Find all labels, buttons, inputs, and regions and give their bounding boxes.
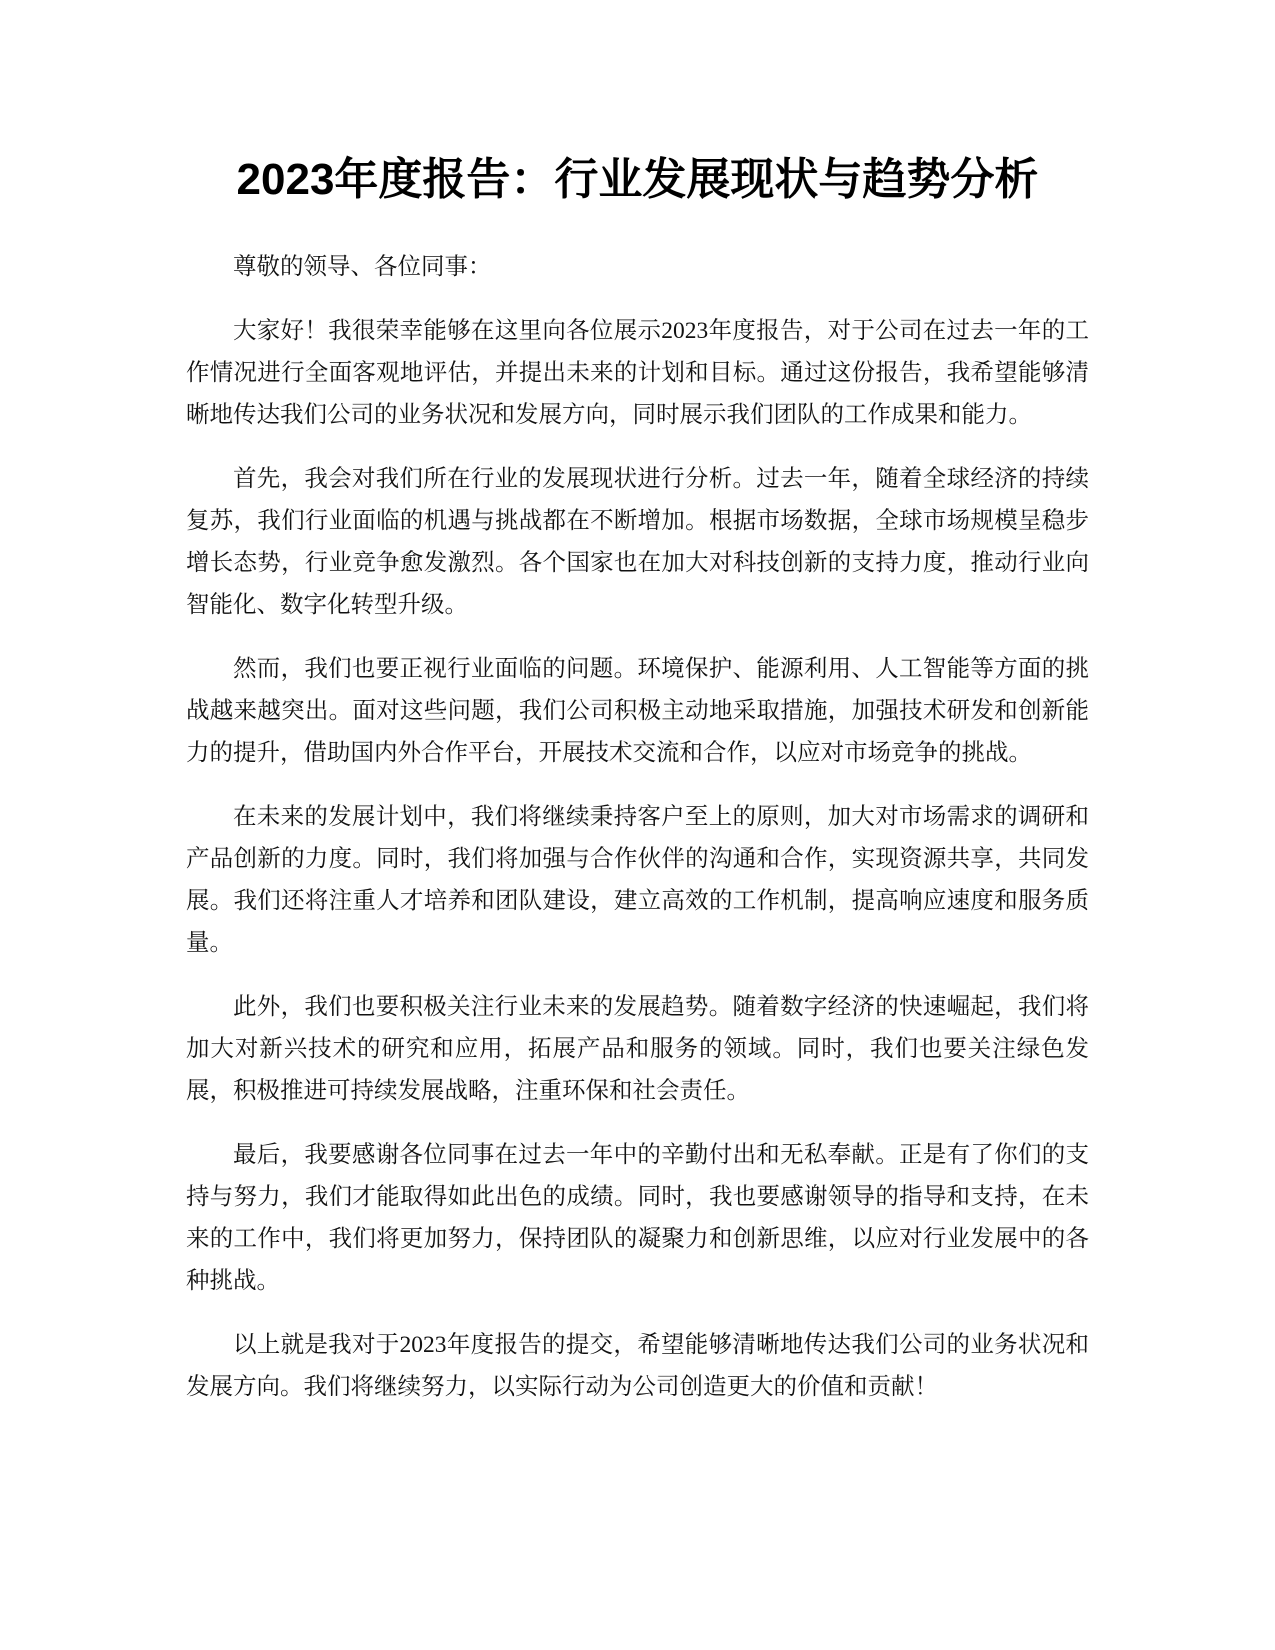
- closing-paragraph: 以上就是我对于2023年度报告的提交，希望能够清晰地传达我们公司的业务状况和发展方向。我们将继续努力，以实际行动为公司创造更大的价值和贡献！: [186, 1332, 1089, 1400]
- document-body: [186, 246, 1089, 1430]
- document-title: 2023年度报告：行业发展现状与趋势分析: [236, 155, 1039, 204]
- future-plan-paragraph: 在未来的发展计划中，我们将继续秉持客户至上的原则，加大对市场需求的调研和产品创新的力度。同时，我们将加强与合作伙伴的沟通和合作，实现资源共享，共同发展。我们还将注重人才培养和团队建设，建立高效的工作机制，提高响应速度和服务质量。: [186, 804, 1089, 956]
- industry-status-paragraph: 首先，我会对我们所在行业的发展现状进行分析。过去一年，随着全球经济的持续复苏，我们行业面临的机遇与挑战都在不断增加。根据市场数据，全球市场规模呈稳步增长态势，行业竞争愈发激烈。各个国家也在加大对科技创新的支持力度，推动行业向智能化、数字化转型升级。: [186, 466, 1089, 618]
- intro-paragraph: 大家好！我很荣幸能够在这里向各位展示2023年度报告，对于公司在过去一年的工作情况进行全面客观地评估，并提出未来的计划和目标。通过这份报告，我希望能够清晰地传达我们公司的业务状况和发展方向，同时展示我们团队的工作成果和能力。: [186, 318, 1089, 428]
- challenges-paragraph: 然而，我们也要正视行业面临的问题。环境保护、能源利用、人工智能等方面的挑战越来越突出。面对这些问题，我们公司积极主动地采取措施，加强技术研发和创新能力的提升，借助国内外合作平台，开展技术交流和合作，以应对市场竞争的挑战。: [186, 656, 1089, 766]
- trends-paragraph: 此外，我们也要积极关注行业未来的发展趋势。随着数字经济的快速崛起，我们将加大对新兴技术的研究和应用，拓展产品和服务的领域。同时，我们也要关注绿色发展，积极推进可持续发展战略，注重环保和社会责任。: [186, 994, 1089, 1104]
- greeting-paragraph: 尊敬的领导、各位同事：: [233, 254, 492, 280]
- thanks-paragraph: 最后，我要感谢各位同事在过去一年中的辛勤付出和无私奉献。正是有了你们的支持与努力，我们才能取得如此出色的成绩。同时，我也要感谢领导的指导和支持，在未来的工作中，我们将更加努力，保持团队的凝聚力和创新思维，以应对行业发展中的各种挑战。: [186, 1142, 1089, 1294]
